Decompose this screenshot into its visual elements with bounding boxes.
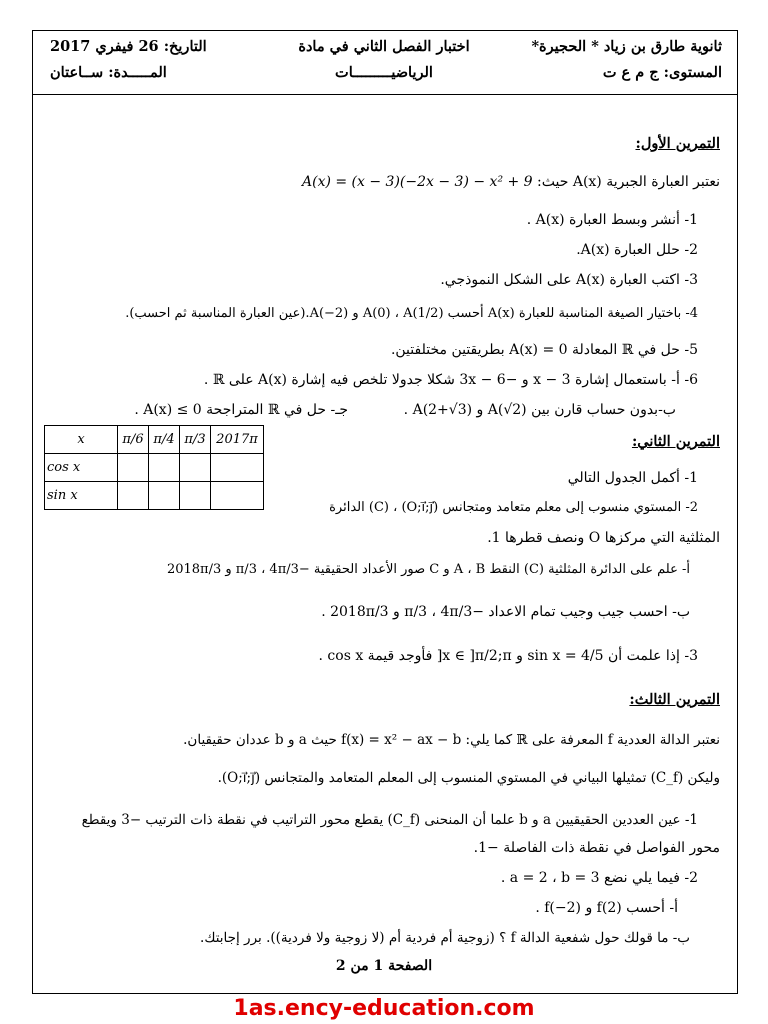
ex1-q6c: جـ- حل في ℝ المتراجحة A(x) ≤ 0 . — [134, 402, 348, 418]
table-cell — [211, 482, 264, 510]
ex3-q2: 2- فيما يلي نضع a = 2 ، b = 3 . — [500, 870, 698, 886]
ex1-q5: 5- حل في ℝ المعادلة A(x) = 0 بطريقتين مختلفتين. — [390, 342, 698, 358]
ex1-q6a: 6- أ- باستعمال إشارة x − 3 و −3x − 6 شكلا جدولا تلخص فيه إشارة A(x) على ℝ . — [203, 372, 698, 388]
table-header-cell: x — [45, 426, 118, 454]
table-cell — [180, 454, 211, 482]
table-cell — [149, 482, 180, 510]
ex3-intro2: وليكن (C_f) تمثيلها البياني في المستوي المنسوب إلى المعلم المتعامد والمتجانس (O;i⃗;j⃗). — [217, 770, 720, 786]
exercise-3-title: التمرين الثالث: — [629, 691, 720, 708]
table-cell — [211, 454, 264, 482]
ex1-q1: 1- أنشر وبسط العبارة A(x) . — [526, 212, 698, 228]
table-row-label: cos x — [45, 454, 118, 482]
exercise-1-title: التمرين الأول: — [635, 135, 720, 152]
ex1-q3: 3- اكتب العبارة A(x) على الشكل النموذجي. — [440, 272, 698, 288]
ex1-intro-text: نعتبر العبارة الجبرية A(x) حيث: — [537, 174, 720, 190]
table-cell — [118, 482, 149, 510]
ex2-q1: 1- أكمل الجدول التالي — [567, 470, 698, 486]
subject: الرياضيـــــــــات — [335, 64, 433, 81]
trig-table — [44, 425, 264, 510]
ex3-intro: نعتبر الدالة العددية f المعرفة على ℝ كما يلي: f(x) = x² − ax − b حيث a و b عددان حقيقيان. — [183, 732, 720, 748]
exercise-2-title: التمرين الثاني: — [631, 433, 720, 450]
page-number: الصفحة 1 من 2 — [335, 958, 433, 974]
table-header-row — [45, 426, 264, 454]
school-name: ثانوية طارق بن زياد * الحجيرة* — [531, 38, 722, 55]
level: المستوى: ج م ع ت — [602, 64, 722, 81]
ex1-q4: 4- باختيار الصيغة المناسبة للعبارة A(x) أحسب A(0) ، A(1/2) و A(−2).(عين العبارة المناسبة ثم احسب). — [125, 306, 698, 321]
exam-duration: المـــــدة: ســاعتان — [50, 64, 167, 81]
table-row-label: sin x — [45, 482, 118, 510]
ex2-qb: ب- احسب جيب وجيب تمام الاعداد −π/3 ، 4π/3 و 2018π/3 . — [321, 604, 690, 620]
table-header-cell: 2017π — [211, 426, 264, 454]
table-cell — [118, 454, 149, 482]
header-divider — [32, 94, 738, 95]
table-row — [45, 482, 264, 510]
table-cell — [149, 454, 180, 482]
ex1-q6b: ب-بدون حساب قارن بين A(√2) و A(2+√3) . — [403, 402, 676, 418]
footer-website[interactable]: 1as.ency-education.com — [233, 996, 535, 1021]
ex2-qa: أ- علم على الدائرة المثلثية (C) النقط A ، B و C صور الأعداد الحقيقية −π/3 ، 4π/3 و 2018π/3 — [166, 562, 690, 577]
ex3-q1: 1- عين العددين الحقيقيين a و b علما أن المنحنى (C_f) يقطع محور التراتيب في نقطة ذات الترتيب −3 ويقطع — [81, 812, 698, 828]
table-header-cell: π/6 — [118, 426, 149, 454]
ex3-q2b: ب- ما قولك حول شفعية الدالة f ؟ (زوجية أم فردية أم (لا زوجية ولا فردية)). برر إجابتك. — [200, 930, 690, 946]
ex2-q3: 3- إذا علمت أن sin x = 4/5 و x ∈ ]π/2;π[ فأوجد قيمة cos x . — [318, 648, 698, 664]
ex1-intro — [40, 172, 720, 192]
table-cell — [180, 482, 211, 510]
exam-date: التاريخ: 26 فيفري 2017 — [50, 38, 207, 55]
ex1-q2: 2- حلل العبارة A(x). — [576, 242, 698, 258]
ex3-q2a: أ- أحسب f(2) و f(−2) . — [535, 900, 678, 916]
table-header-cell: π/4 — [149, 426, 180, 454]
ex1-expression: A(x) = (x − 3)(−2x − 3) − x² + 9 — [302, 174, 533, 190]
table-row — [45, 454, 264, 482]
ex2-q2: 2- المستوي منسوب إلى معلم متعامد ومتجانس (O;i⃗;j⃗) ، (C) الدائرة — [329, 500, 698, 515]
ex3-q1b: محور الفواصل في نقطة ذات الفاصلة −1. — [473, 840, 720, 856]
ex2-q2b: المثلثية التي مركزها O ونصف قطرها 1. — [487, 530, 720, 546]
table-header-cell: π/3 — [180, 426, 211, 454]
exam-title: اختبار الفصل الثاني في مادة — [298, 38, 470, 55]
